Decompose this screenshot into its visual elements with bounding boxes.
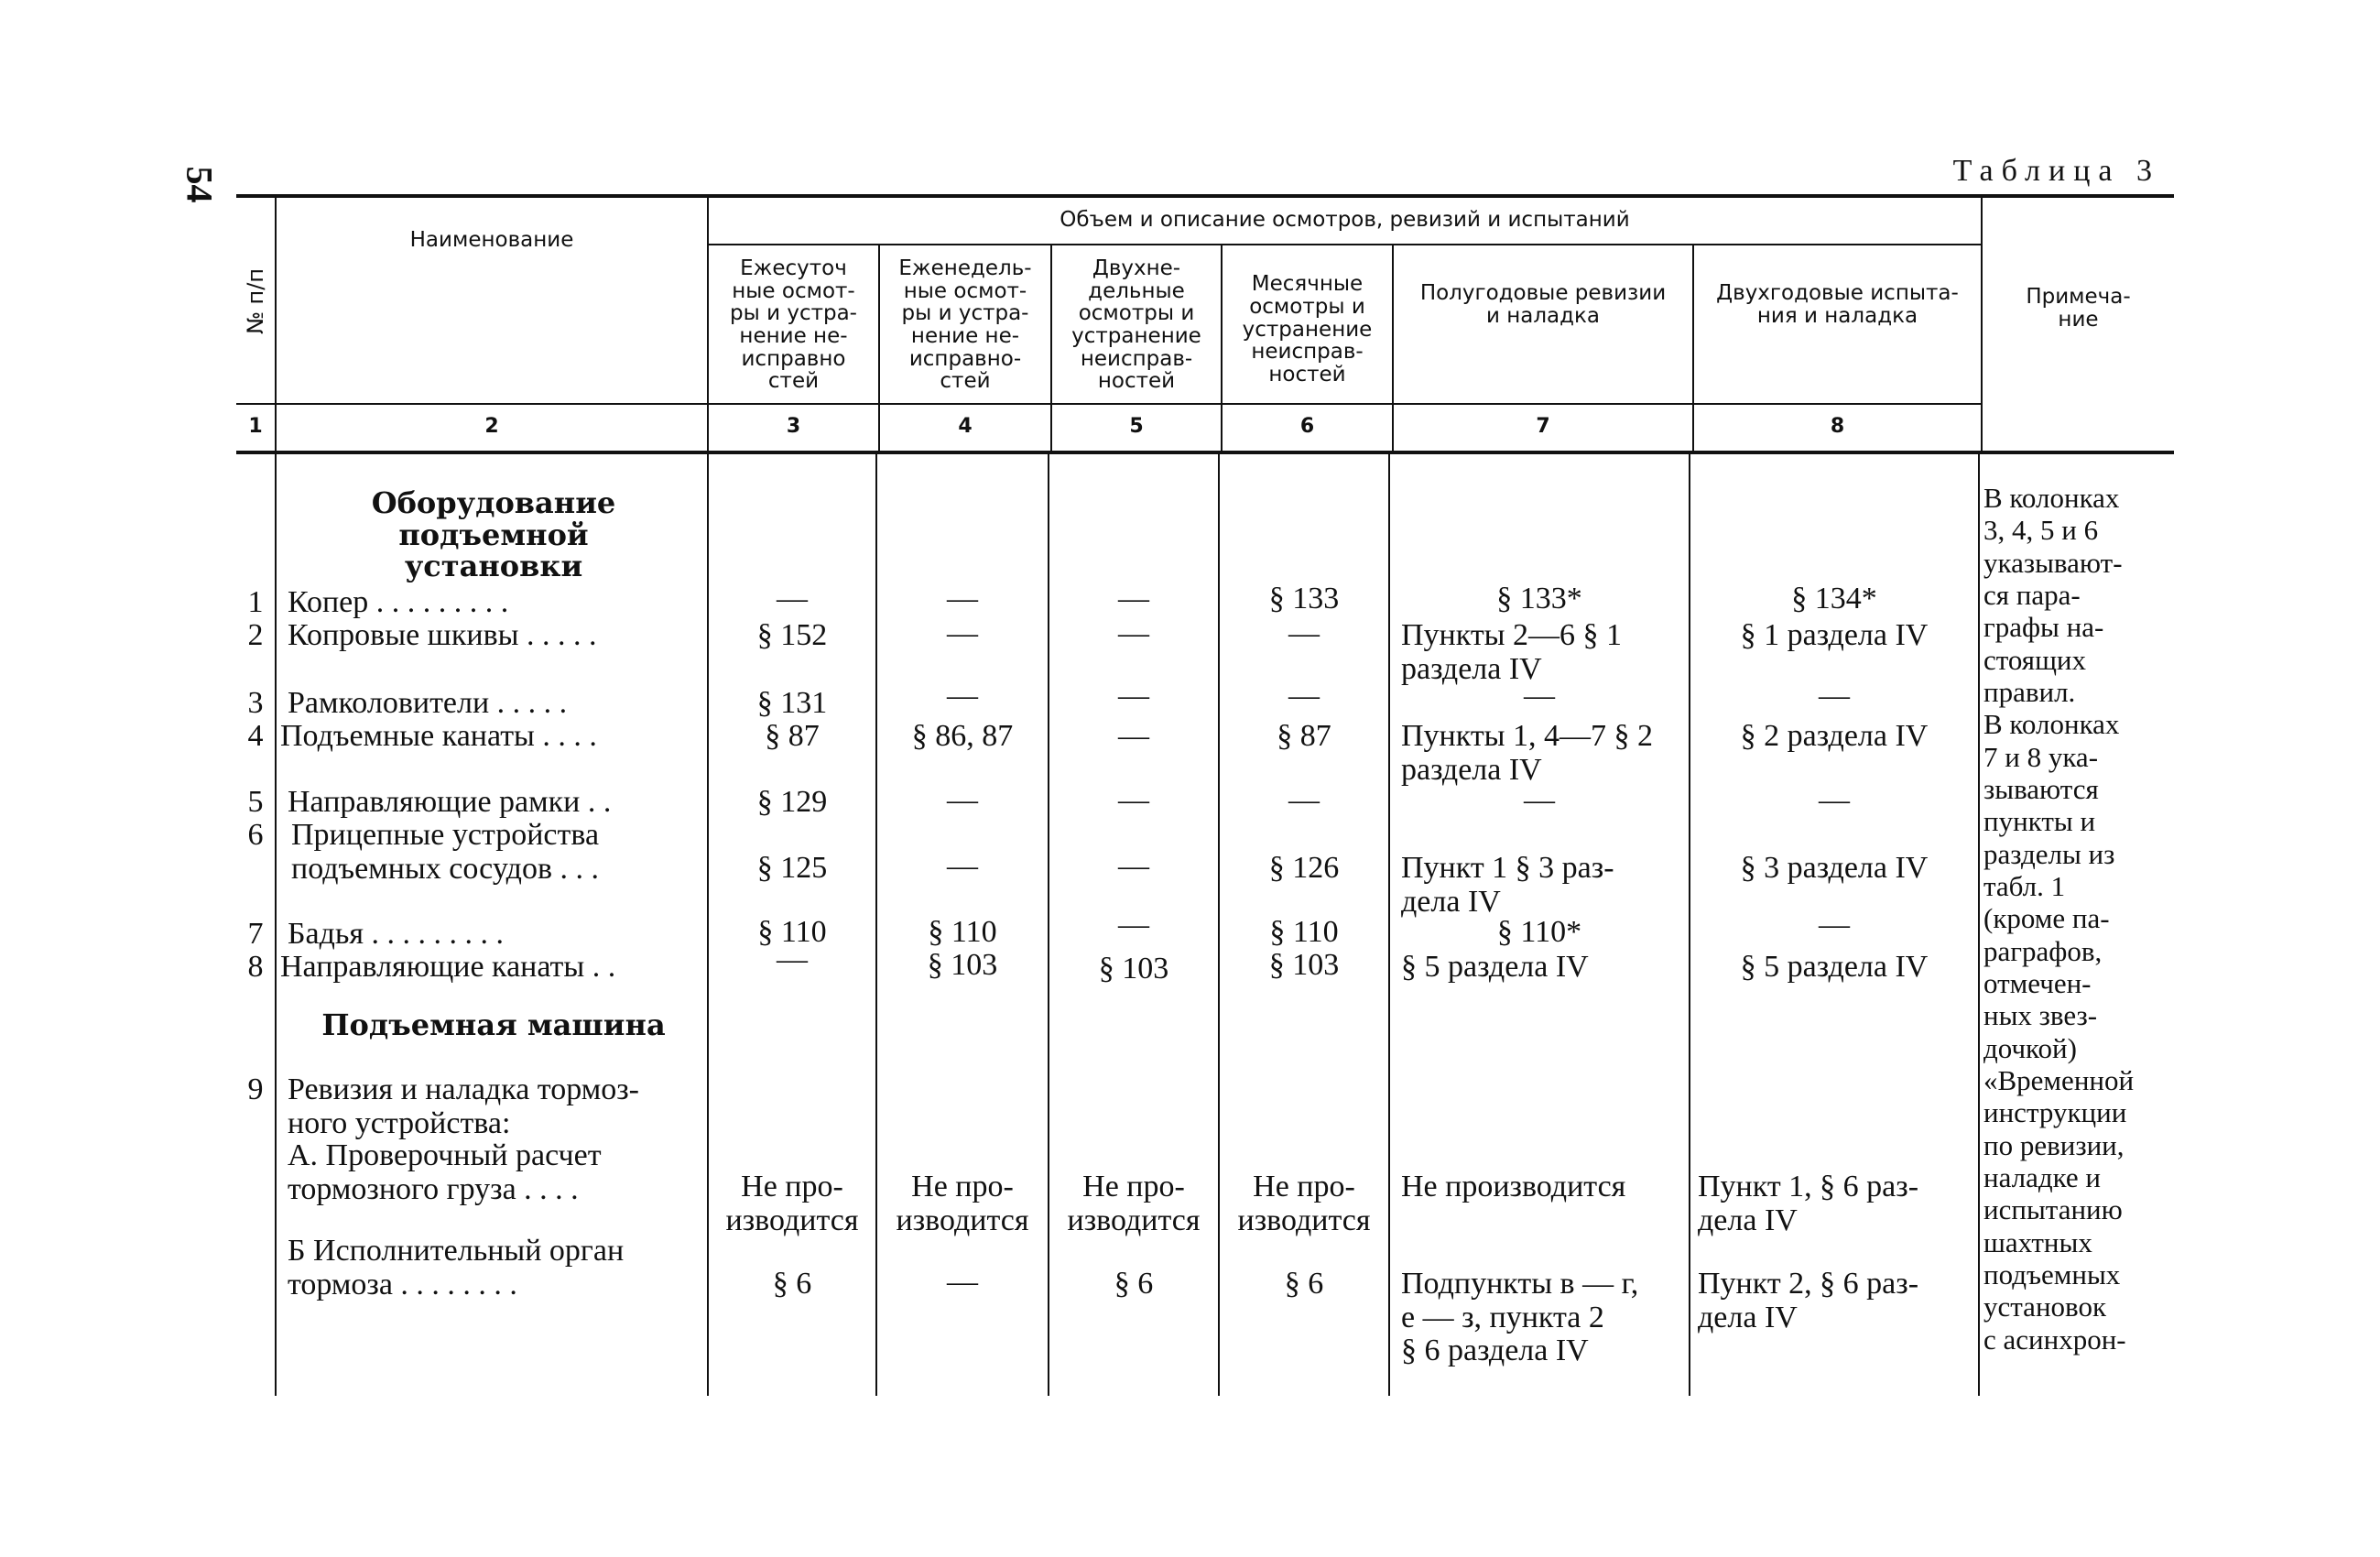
row-cell-6: § 110 [1269,915,1339,949]
row-name: Направляющие рамки . . [288,785,612,819]
row-name: А. Проверочный расчет тормозного груза . . . . [288,1138,602,1206]
header-col-8: Двухгодовые испыта- ния и наладка [1716,281,1959,328]
row-cell-7: § 110* [1496,915,1582,949]
row-cell-6: — [1288,616,1320,650]
row-cell-7: — [1524,679,1555,713]
header-num-3: 3 [786,415,801,439]
row-cell-8: — [1819,908,1850,942]
row-number: 7 [247,917,264,951]
row-cell-4: — [947,783,978,817]
row-cell-7: Пункты 1, 4—7 § 2 раздела IV [1401,719,1654,787]
row-number: 2 [247,618,264,652]
header-col-num: № п/п [243,267,268,335]
row-cell-8: — [1819,679,1850,713]
row-cell-5: — [1118,582,1149,615]
row-cell-4: — [947,1265,978,1299]
header-num-4: 4 [958,415,973,439]
row-cell-8: — [1819,783,1850,817]
row-cell-6: § 6 [1284,1267,1324,1301]
row-number: 9 [247,1072,264,1106]
row-cell-8: § 3 раздела IV [1740,851,1929,885]
header-bottom-rule [236,451,2174,454]
row-cell-4: § 103 [927,948,998,982]
row-cell-5: — [1118,783,1149,817]
row-cell-7: Пункты 2—6 § 1 раздела IV [1401,618,1623,686]
row-cell-5: § 6 [1114,1267,1154,1301]
row-cell-5: Не про- изводится [1067,1170,1201,1237]
row-cell-8: § 134* [1791,582,1877,615]
row-cell-5: — [1118,849,1149,883]
table-caption: Таблица 3 [1952,154,2160,188]
row-cell-3: Не про- изводится [725,1170,859,1237]
row-cell-6: § 87 [1277,719,1331,753]
row-cell-4: — [947,582,978,615]
row-cell-6: Не про- изводится [1237,1170,1371,1237]
row-cell-4: § 86, 87 [911,719,1014,753]
row-cell-3: § 6 [772,1267,812,1301]
row-cell-3: § 110 [757,915,827,949]
top-rule [236,194,2174,198]
notes-text: В колонках 3, 4, 5 и 6 указывают- ся пара- графы на- стоящих правил. В колонках 7 и 8 ука- зываются пункты и разделы из табл. 1 (кроме па- раграфов, отмечен- ных звез- дочкой) «Временной инструкции по ревизии, наладке и испытанию шахтных подъемных установок с асинхрон- [1983,482,2135,1356]
header-col-3: Ежесуточ ные осмот- ры и устра- нение не- исправно стей [730,256,857,394]
header-group-title: Объем и описание осмотров, ревизий и испытаний [1060,207,1630,232]
row-cell-6: § 126 [1268,851,1340,885]
row-name: Рамколовители . . . . . [288,686,568,720]
row-name: Ревизия и наладка тормоз- ного устройства: [288,1072,639,1140]
row-cell-8: Пункт 2, § 6 раз- дела IV [1698,1267,1919,1334]
row-cell-4: — [947,679,978,713]
row-cell-5: — [1118,908,1149,942]
header-num-8: 8 [1830,415,1845,439]
row-cell-4: — [947,616,978,650]
row-name: Копер . . . . . . . . . [288,585,509,619]
row-cell-4: § 110 [928,915,997,949]
numbers-rule [236,403,1981,405]
row-cell-8: § 2 раздела IV [1740,719,1929,753]
row-cell-7: § 133* [1496,582,1582,615]
row-cell-8: Пункт 1, § 6 раз- дела IV [1698,1170,1919,1237]
row-number: 8 [247,950,264,984]
row-cell-3: § 87 [765,719,820,753]
row-cell-7: Пункт 1 § 3 раз- дела IV [1401,851,1614,919]
row-cell-4: — [947,849,978,883]
row-name: Бадья . . . . . . . . . [288,917,505,951]
row-name: Б Исполнительный орган тормоза . . . . . . . . [288,1234,625,1301]
row-name: Направляющие канаты . . [280,950,616,984]
row-cell-5: § 103 [1098,952,1169,985]
row-number: 4 [247,719,264,753]
row-number: 3 [247,686,264,720]
header-col-6: Месячные осмотры и устранение неисправ- ностей [1242,272,1373,387]
header-num-5: 5 [1129,415,1144,439]
row-number: 5 [247,785,264,819]
row-cell-7: Не производится [1401,1170,1626,1203]
row-cell-5: — [1118,719,1149,753]
row-cell-3: § 125 [756,851,828,885]
header-num-1: 1 [248,415,263,439]
row-cell-5: — [1118,616,1149,650]
header-col-5: Двухне- дельные осмотры и устранение неисправ- ностей [1071,256,1201,394]
row-cell-8: § 1 раздела IV [1740,618,1929,652]
row-cell-7: § 5 раздела IV [1401,950,1589,984]
row-cell-8: § 5 раздела IV [1740,950,1929,984]
row-cell-3: — [777,942,808,976]
row-cell-6: § 133 [1268,582,1340,615]
header-col-4: Еженедель- ные осмот- ры и устра- нение не- исправно- стей [898,256,1032,394]
row-cell-7: — [1524,783,1555,817]
row-number: 1 [247,585,264,619]
group-rule [708,244,1981,245]
page-number: 54 [179,166,221,203]
row-name: Подъемные канаты . . . . [280,719,597,753]
header-col-notes: Примеча- ние [2026,285,2131,332]
row-number: 6 [247,818,264,852]
row-cell-6: — [1288,783,1320,817]
header-num-7: 7 [1536,415,1550,439]
row-name: Прицепные устройства подъемных сосудов . . . [291,818,600,886]
header-col-7: Полугодовые ревизии и наладка [1419,281,1667,328]
header-col-name: Наименование [409,227,574,252]
header-num-2: 2 [484,415,499,439]
row-cell-3: § 129 [756,785,828,819]
section-heading: Подъемная машина [321,1007,666,1042]
body-vrule-8 [1978,454,1980,1396]
body-vrule-1 [275,454,277,1396]
row-cell-3: § 131 [756,686,828,720]
row-cell-3: — [777,582,808,615]
row-cell-5: — [1118,679,1149,713]
row-cell-3: § 152 [756,618,828,652]
row-cell-7: Подпункты в — г, е — з, пункта 2 § 6 раздела IV [1401,1267,1639,1368]
row-name: Копровые шкивы . . . . . [288,618,597,652]
header-num-6: 6 [1299,415,1315,439]
row-cell-4: Не про- изводится [896,1170,1029,1237]
row-cell-6: — [1288,679,1320,713]
row-cell-6: § 103 [1268,948,1340,982]
section-heading: Оборудование подъемной установки [371,485,616,584]
table [236,194,2174,1396]
